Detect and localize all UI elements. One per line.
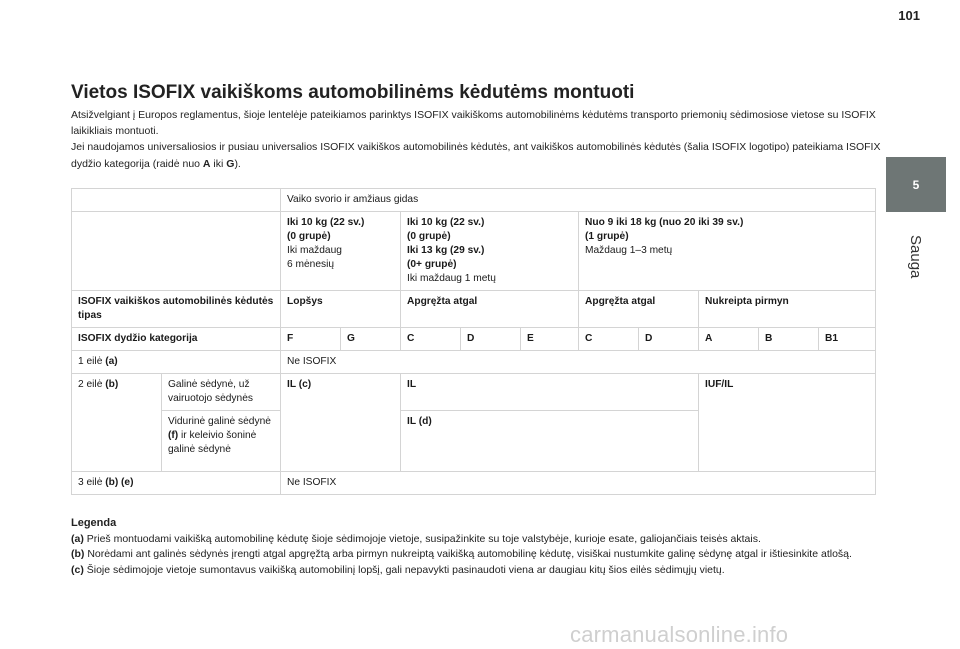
legend-item <box>71 547 871 563</box>
legend-item-code: (c) <box>71 563 84 576</box>
guide-header: Vaiko svorio ir amžiaus gidas <box>281 189 876 212</box>
row-3-label-text: 3 eilė <box>78 477 103 488</box>
group-cell-0 <box>281 212 401 291</box>
row-2-value-rear: IL <box>401 374 699 411</box>
type-cell: Nukreipta pirmyn <box>699 291 876 328</box>
row-2-sub2-suffix: ir keleivio šoninė galinė sėdynė <box>168 430 257 455</box>
legend-title: Legenda <box>71 517 117 529</box>
type-row-label: ISOFIX vaikiškos automobilinės kėdutės tipas <box>72 291 281 328</box>
legend-item-text: Norėdami ant galinės sėdynės įrengti atgal apgręžtą arba pirmyn nukreiptą vaikišką automobilinę kėdutę, visiškai nustumkite galinę sėdynę atgal ir ištiesinkite atlošą. <box>84 548 852 560</box>
intro-p2-letter-a: A <box>202 157 211 170</box>
size-cell: F <box>281 328 341 351</box>
group-0-age-b: 6 mėnesių <box>287 259 335 270</box>
row-1-label <box>72 351 281 374</box>
intro-p2-suffix: ). <box>234 157 241 170</box>
size-cell: G <box>341 328 401 351</box>
chapter-number: 5 <box>886 157 946 212</box>
legend-item <box>71 532 871 548</box>
legend <box>71 516 871 578</box>
guide-header-row <box>72 189 876 212</box>
group-1-weight-b: Iki 13 kg (29 sv.) <box>407 245 485 256</box>
legend-item <box>71 563 871 579</box>
type-row <box>72 291 876 328</box>
row-2-code: (b) <box>105 379 119 390</box>
row-2-sub1: Galinė sėdynė, už vairuotojo sėdynės <box>162 374 281 411</box>
legend-item-code: (a) <box>71 532 84 545</box>
size-cell: C <box>579 328 639 351</box>
page-number: 101 <box>898 8 920 23</box>
group-0-age-a: Iki maždaug <box>287 245 342 256</box>
row-2-value-cot: IL (c) <box>281 374 401 472</box>
row-1 <box>72 351 876 374</box>
row-2-sub2-code: (f) <box>168 430 179 441</box>
watermark: carmanualsonline.info <box>570 622 789 647</box>
empty-cell <box>72 189 281 212</box>
row-2-sub2 <box>162 411 281 472</box>
empty-cell <box>72 212 281 291</box>
group-cell-2 <box>579 212 876 291</box>
row-2-value-forward: IUF/IL <box>699 374 876 472</box>
group-row <box>72 212 876 291</box>
row-2-label <box>72 374 162 472</box>
type-cell: Lopšys <box>281 291 401 328</box>
row-2a <box>72 374 876 411</box>
group-0-weight: Iki 10 kg (22 sv.) <box>287 217 365 228</box>
size-cell: B1 <box>819 328 876 351</box>
group-2-age: Maždaug 1–3 metų <box>585 245 673 256</box>
group-2-weight: Nuo 9 iki 18 kg (nuo 20 iki 39 sv.) <box>585 217 744 228</box>
row-1-value: Ne ISOFIX <box>281 351 876 374</box>
row-3 <box>72 472 876 495</box>
row-2-label-text: 2 eilė <box>78 379 103 390</box>
legend-item-code: (b) <box>71 548 85 560</box>
group-1-group: (0 grupė) <box>407 231 451 242</box>
row-3-value: Ne ISOFIX <box>281 472 876 495</box>
size-cell: D <box>639 328 699 351</box>
row-3-code: (b) (e) <box>105 477 134 488</box>
intro-paragraph-1: Atsižvelgiant į Europos reglamentus, šioje lentelėje pateikiamos parinktys ISOFIX vaikiškoms automobilinėms kėdutėms transporto priemonių sėdimosiose vietose su ISOFIX laikikliais montuoti. <box>71 109 876 138</box>
intro-p2-mid: iki <box>210 157 227 170</box>
size-row <box>72 328 876 351</box>
intro-p2-prefix: Jei naudojamos universaliosios ir pusiau universalios ISOFIX vaikiškos automobilinės kėdutės, ant vaikiškos automobilinės kėdutės (šalia ISOFIX logotipo) pateikiama ISOFIX dydžio kategorija (raidė nuo <box>71 141 881 170</box>
isofix-table <box>71 188 876 495</box>
page-title: Vietos ISOFIX vaikiškoms automobilinėms kėdutėms montuoti <box>71 82 635 103</box>
row-1-label-text: 1 eilė <box>78 356 103 367</box>
row-1-code: (a) <box>105 356 118 367</box>
group-1-weight: Iki 10 kg (22 sv.) <box>407 217 485 228</box>
group-0-group: (0 grupė) <box>287 231 331 242</box>
legend-item-text: Prieš montuodami vaikišką automobilinę kėdutę šioje sėdimojoje vietoje, susipažinkite su toje valstybėje, kurioje esate, galiojančiais teisės aktais. <box>83 532 761 545</box>
group-1-group-b: (0+ grupė) <box>407 259 457 270</box>
size-cell: A <box>699 328 759 351</box>
row-2-sub2-value: IL (d) <box>401 411 699 472</box>
size-cell: B <box>759 328 819 351</box>
type-cell: Apgręžta atgal <box>579 291 699 328</box>
group-2-group: (1 grupė) <box>585 231 629 242</box>
intro-p2-letter-g: G <box>226 157 235 170</box>
intro-paragraph-2 <box>71 139 891 171</box>
type-cell: Apgręžta atgal <box>401 291 579 328</box>
chapter-tab <box>886 157 946 457</box>
size-cell: D <box>461 328 521 351</box>
group-cell-1 <box>401 212 579 291</box>
size-cell: C <box>401 328 461 351</box>
group-1-age: Iki maždaug 1 metų <box>407 273 496 284</box>
chapter-label: Sauga <box>907 235 924 279</box>
row-2-sub2-prefix: Vidurinė galinė sėdynė <box>168 416 271 427</box>
row-3-label <box>72 472 281 495</box>
intro-text <box>71 107 891 172</box>
size-cell: E <box>521 328 579 351</box>
size-row-label: ISOFIX dydžio kategorija <box>72 328 281 351</box>
legend-item-text: Šioje sėdimojoje vietoje sumontavus vaikišką automobilinį lopšį, gali nepavykti pasinaudoti viena ar daugiau kitų šios eilės sėdimųjų vietų. <box>83 563 725 576</box>
